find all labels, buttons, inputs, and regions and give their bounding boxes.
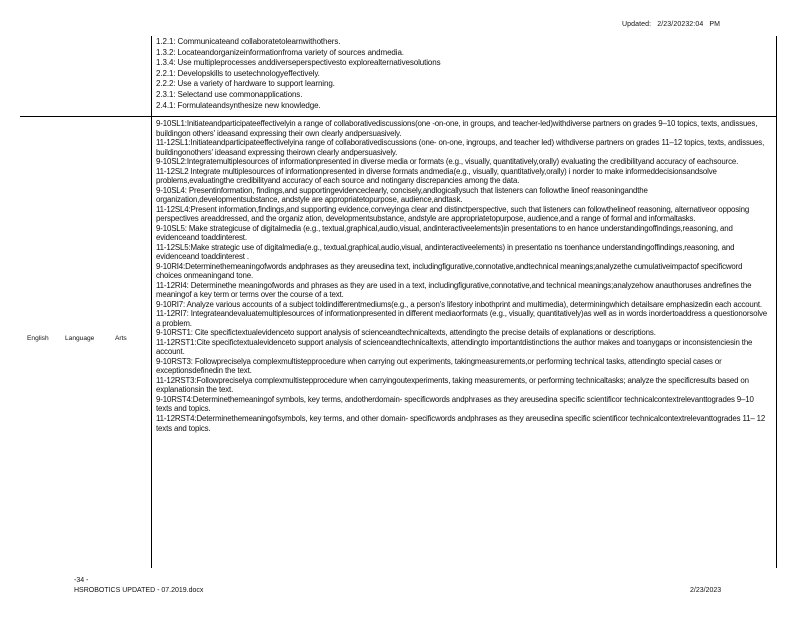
footer-filename: HSROBOTICS UPDATED - 07.2019.docx [74, 587, 204, 594]
row-divider [20, 116, 777, 117]
standard-item: 11-12SL5:Make strategic use of digitalmedia(e.g., textual,graphical,audio,visual, andinteractiveelements) in presentatio ns toenhance understandingoffindings,reasoning, and evidenceand toaddinterest . [156, 242, 735, 262]
updated-ampm: PM [709, 21, 721, 28]
subject-word-language: Language [65, 335, 95, 342]
standard-item: 11-12SL1:Initiateandparticipateeffectivelyina range of collaborativediscussions (one- on-one, ingroups, and teacher led) withdiverse partners on grades 11–12 topics, texts, andissues, buildingonothers' ideasand expressing theirown clearly andpersuasively. [156, 138, 765, 157]
standard-item: 11-12RST1:Cite specifictextualevidenceto support analysis of scienceandtechnicaltexts, attendingto importantdistinctions the author makes and toanygaps or inconsistenciesin the account. [156, 337, 753, 357]
standard-item: 11-12RI7: Integrateandevaluatemultiplesources of informationpresented in different mediaorformats (e.g., visually, quantitatively)as well as in words inordertoaddress a questionorsolve a problem. [156, 309, 768, 328]
list-item: 2.2.2: Use a variety of hardware to support learning. [156, 79, 335, 89]
standard-item: 9-10SL2:Integratemultiplesources of informationpresented in diverse media or formats (e.g., visually, quantitatively,orally) evaluating the credibilityand accuracy of eachsource. [156, 157, 739, 167]
standard-item: 9-10RST3: Followpreciselya complexmultistepprocedure when carrying out experiments, takingmeasurements,or performing technical tasks, attendingto special cases or exceptionsdefinedin the text. [156, 356, 722, 376]
updated-label: Updated: [622, 21, 652, 28]
list-item: 2.4.1: Formulateandsynthesize new knowledge. [156, 100, 321, 110]
page-number: -34 - [74, 577, 89, 584]
footer-date: 2/23/2023 [690, 587, 722, 594]
standard-item: 9-10SL4: Presentinformation, findings,and supportingevidenceclearly, concisely,andlogicallysuch that listeners can followthe lineof reasoningandthe organization,developmentsubstance, andstyle are appropriatetopurpose, audience,andtask. [156, 185, 648, 205]
list-item: 1.2.1: Communicateand collaboratetolearnwithothers. [156, 37, 341, 46]
standard-item: 11-12SL4:Present information,findings,and supporting evidence,conveyinga clear and distinctperspective, such that listeners can followthelineof reasoning, alternativeor opposing perspectives areaddressed, and the organiz ation, developmentsubstance, andstyle are appropriatetopurpose, audience,and a range of formal and informaltasks. [156, 204, 750, 224]
technology-standards-list [156, 37, 776, 111]
standard-item: 9-10SL1:Initiateandparticipateeffectivelyin a range of collaborativediscussions(one -on-one, in groups, and teacher-led)withdiverse partners on grades 9–10 topics, texts, andissues, buildingon others' ideasand expressing their own clearly andpersuasively. [156, 119, 758, 138]
standard-item: 9-10SL5: Make strategicuse of digitalmedia (e.g., textual,graphical,audio,visual, andinteractiveelements)in presentations to en hance understandingoffindings,reasoning, and evidenceand toaddinterest. [156, 223, 733, 243]
standard-item: 9-10RST4:Determinethemeaningof symbols, key terms, andotherdomain- specificwords andphrases as they areusedina specific scientificor technicalcontextrelevanttogrades 9–10 texts and topics. [156, 394, 754, 414]
subject-word-arts: Arts [115, 335, 127, 342]
list-item: 1.3.2: Locateandorganizeinformationfroma variety of sources andmedia. [156, 47, 404, 57]
updated-timestamp [622, 21, 724, 28]
standard-item: 11-12RST3:Followpreciselya complexmultistepprocedure when carryingoutexperiments, taking measurements, or performing technicaltasks; analyze the specificresults based on explanationsin the text. [156, 375, 749, 395]
standard-item: 11-12RI4: Determinethe meaningofwords and phrases as they are used in a text, includingfigurative,connotative,and technical meanings;analyzehow anauthoruses andrefines the meaningof a key term or terms over the course of a text. [156, 280, 752, 300]
subject-word-english: English [27, 335, 49, 342]
standard-item: 9-10RI4:Determinethemeaningofwords andphrases as they areusedina text, includingfigurative,connotative,andtechnical meanings;analyzethe cumulativeimpactof specificword choices onmeaningand tone. [156, 261, 743, 281]
list-item: 1.3.4: Use multipleprocesses anddiverseperspectivesto explorealternativesolutions [156, 58, 441, 68]
standard-item: 9-10RI7: Analyze various accounts of a subject toldindifferentmediums(e.g., a person's lifestory inbothprint and multimedia), determiningwhich detailsare emphasizedin each account. [156, 299, 762, 309]
ela-standards-list [156, 119, 770, 433]
list-item: 2.2.1: Developskills to usetechnologyeffectively. [156, 68, 320, 78]
list-item: 2.3.1: Selectand use commonapplications. [156, 89, 303, 99]
standard-item: 9-10RST1: Cite specifictextualevidenceto support analysis of scienceandtechnicaltexts, attendingto the precise details of explanations or descriptions. [156, 328, 656, 338]
standard-item: 11-12SL2 Integrate multiplesources of informationpresented in diverse formats andmedia(e.g., visually, quantitatively,orally) i norder to make informeddecisionsandsolve problems,evaluatingthe credibilityand accuracy of each source and notingany discrepancies among the data. [156, 166, 717, 186]
updated-value: 2/23/20232:04 [657, 21, 704, 28]
standard-item: 11-12RST4:Determinethemeaningofsymbols, key terms, and other domain- specificwords andphrases as they areusedina specific scientificor technicalcontextrelevanttogrades 11– 12 texts and topics. [156, 413, 766, 433]
